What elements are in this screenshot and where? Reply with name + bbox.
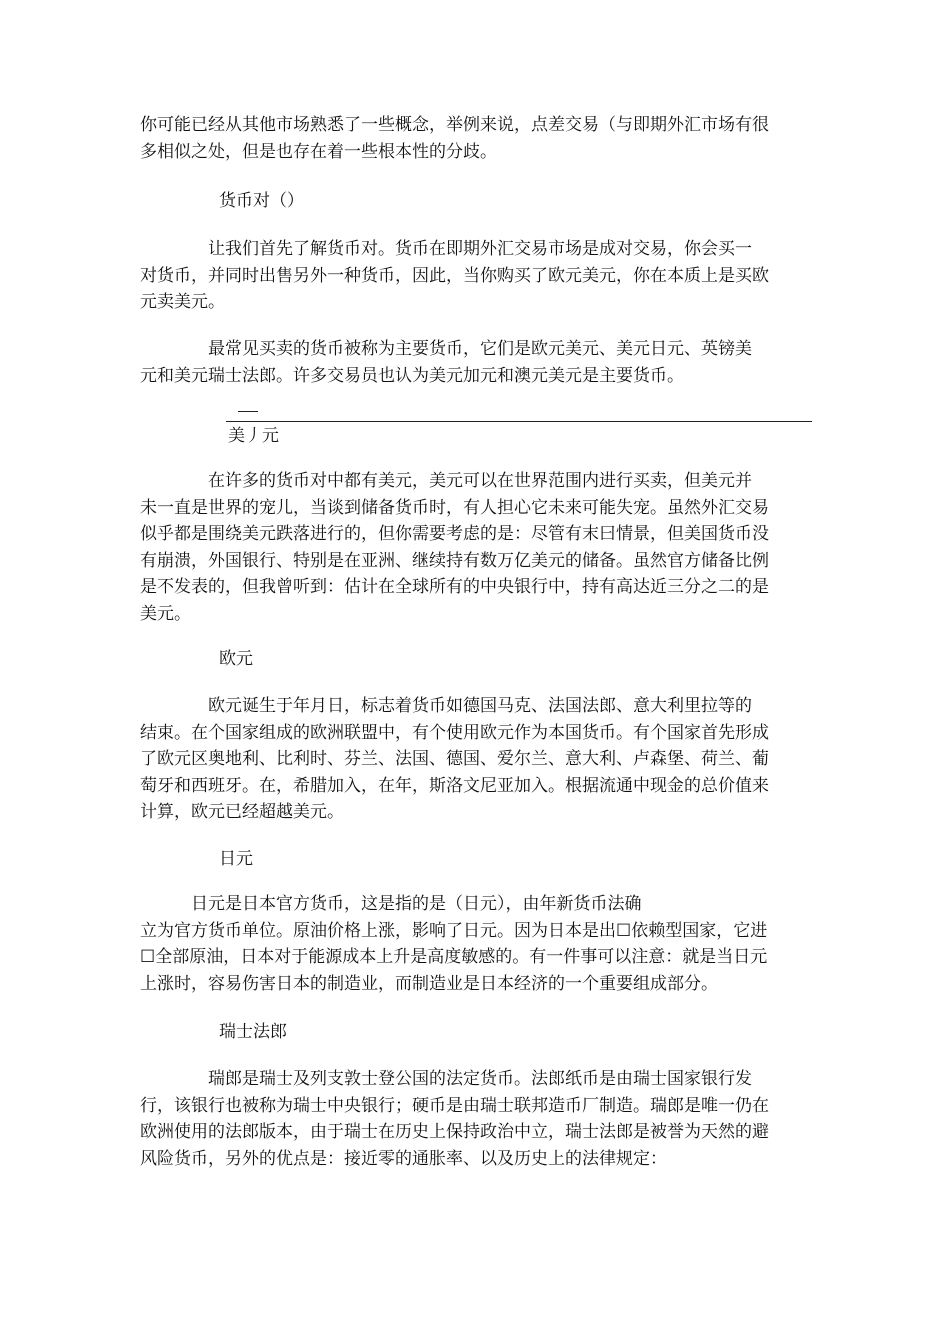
text-line: 元卖美元。 [140,292,225,312]
text-line: 日元是日本官方货币，这是指的是（日元），由年新货币法确 [140,894,642,914]
eur-paragraph [140,693,812,826]
text-line: 结束。在个国家组成的欧洲联盟中，有个使用欧元作为本国货币。有个国家首先形成 [140,722,769,743]
currency-pairs-paragraph-2 [140,336,812,389]
text-line: 行，该银行也被称为瑞士中央银行；硬币是由瑞士联邦造币厂制造。瑞郎是唯一仍在 [140,1095,769,1116]
chf-paragraph [140,1066,812,1172]
text-line: 在许多的货币对中都有美元，美元可以在世界范围内进行买卖，但美元并 [140,471,752,491]
jpy-paragraph [140,891,812,997]
currency-pairs-paragraph-1 [140,236,812,316]
text-line: 计算，欧元已经超越美元。 [140,802,344,822]
text-line: 对货币，并同时出售另外一种货币，因此，当你购买了欧元美元，你在本质上是买欧 [140,265,769,286]
text-line: 未一直是世界的宠儿，当谈到储备货币时，有人担心它未来可能失宠。虽然外汇交易 [140,497,769,518]
short-dash-mark [238,411,258,412]
text-line: 美元。 [140,603,191,624]
section-heading-chf: 瑞士法郎 [219,1022,287,1042]
section-heading-jpy: 日元 [219,849,253,869]
text-line: 了欧元区奥地利、比利时、芬兰、法国、德国、爱尔兰、意大利、卢森堡、荷兰、葡 [140,749,769,769]
text-line: 立为官方货币单位。原油价格上涨，影响了日元。因为日本是出☐依赖型国家，它进 [140,920,768,941]
text-line: 风险货币，另外的优点是：接近零的通胀率、以及历史上的法律规定： [140,1148,667,1169]
text-line: 欧元诞生于年月日，标志着货币如德国马克、法国法郎、意大利里拉等的 [140,696,752,716]
text-line: 是不发表的，但我曾听到：估计在全球所有的中央银行中，持有高达近三分之二的是 [140,577,769,597]
text-line: 元和美元瑞士法郎。许多交易员也认为美元加元和澳元美元是主要货币。 [140,365,684,386]
section-heading-usd: 美丿元 [228,426,279,446]
text-line: 瑞郎是瑞士及列支敦士登公国的法定货币。法郎纸币是由瑞士国家银行发 [140,1069,752,1089]
text-line: 最常见买卖的货币被称为主要货币，它们是欧元美元、美元日元、英镑美 [140,339,752,359]
intro-paragraph [140,112,812,165]
text-line: ☐全部原油，日本对于能源成本上升是高度敏感的。有一件事可以注意：就是当日元 [140,947,768,967]
text-line: 上涨时，容易伤害日本的制造业，而制造业是日本经济的一个重要组成部分。 [140,973,718,994]
text-line: 欧洲使用的法郎版本，由于瑞士在历史上保持政治中立，瑞士法郎是被誉为天然的避 [140,1122,769,1142]
section-heading-eur: 欧元 [219,649,253,669]
text-line: 让我们首先了解货币对。货币在即期外汇交易市场是成对交易，你会买一 [140,239,752,259]
text-line: 萄牙和西班牙。在，希腊加入，在年，斯洛文尼亚加入。根据流通中现金的总价值来 [140,775,769,796]
text-line: 有崩溃，外国银行、特别是在亚洲、继续持有数万亿美元的储备。虽然官方储备比例 [140,550,769,571]
text-line: 似乎都是围绕美元跌落进行的，但你需要考虑的是：尽管有末曰情景，但美国货币没 [140,524,769,544]
usd-paragraph [140,468,812,627]
section-heading-currency-pairs: 货币对（） [219,191,304,211]
horizontal-rule [226,421,812,422]
text-line: 多相似之处，但是也存在着一些根本性的分歧。 [140,141,497,162]
text-line: 你可能已经从其他市场熟悉了一些概念，举例来说，点差交易（与即期外汇市场有很 [140,115,769,135]
